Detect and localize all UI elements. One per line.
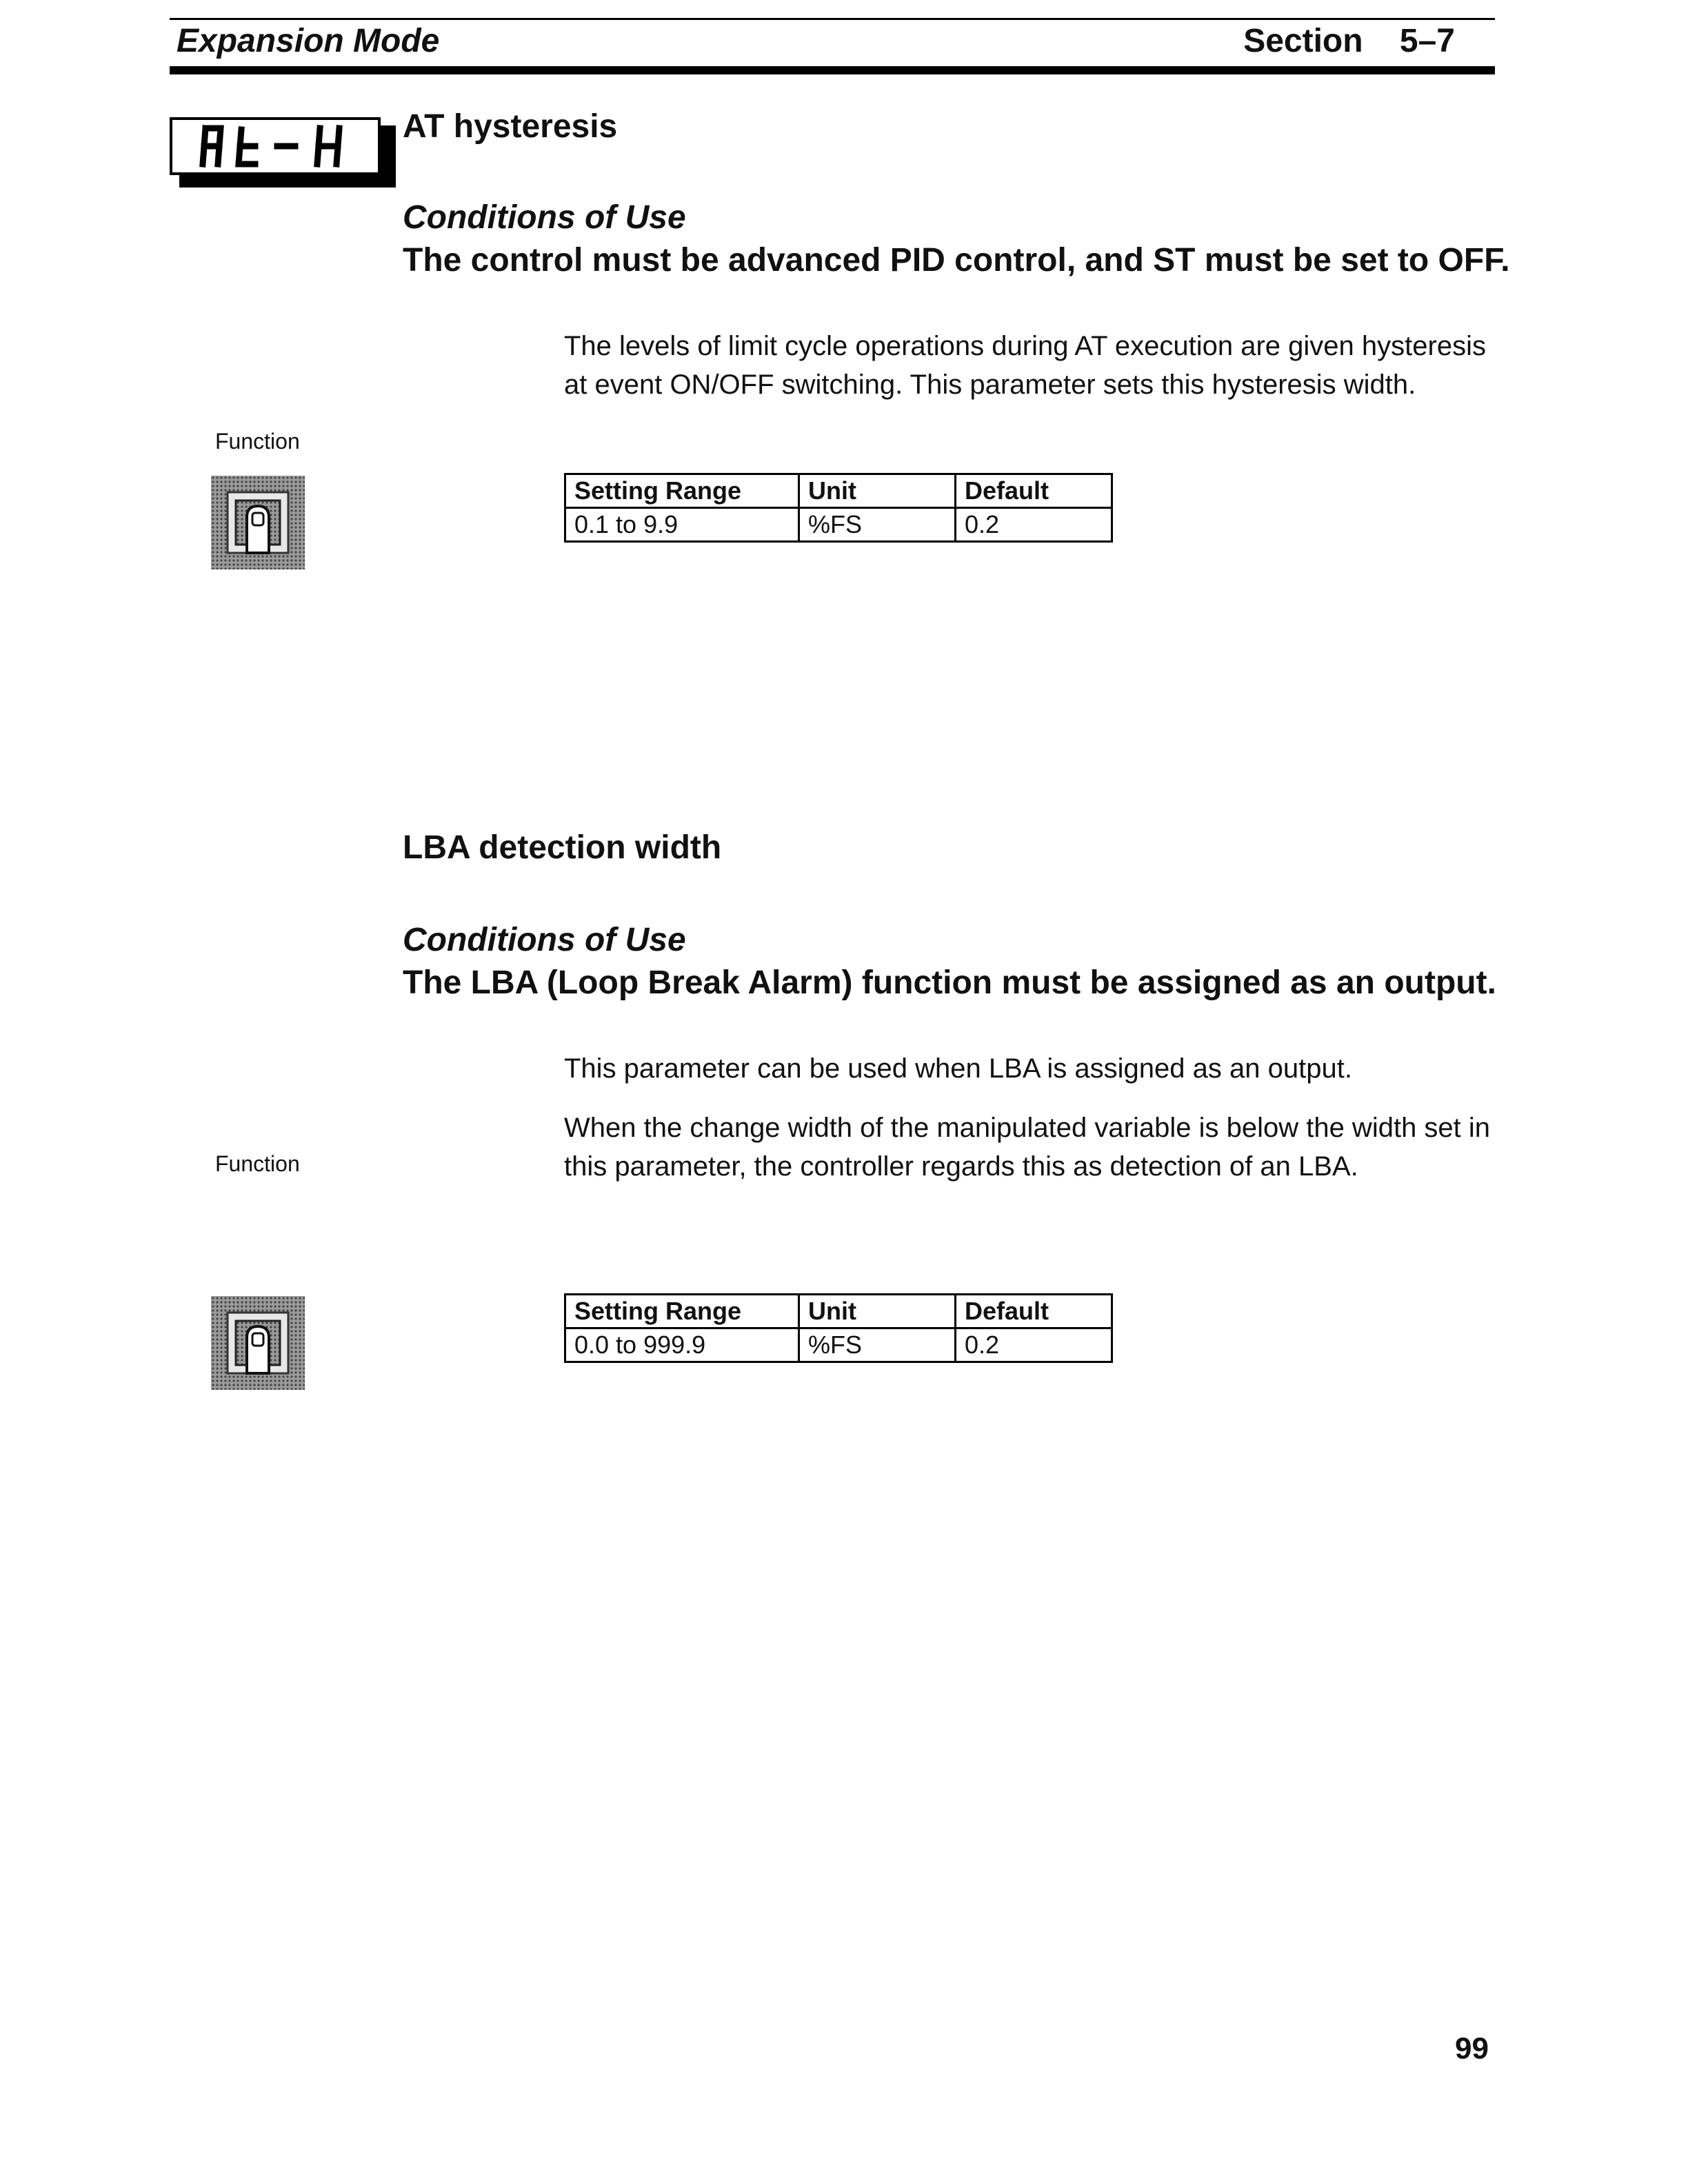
- table-header-setting-range: Setting Range: [565, 474, 799, 508]
- section2-setting-table: [564, 1293, 1113, 1363]
- table-cell-setting-range: 0.0 to 999.9: [565, 1328, 799, 1362]
- table-header-unit: Unit: [799, 474, 956, 508]
- table-cell-default: 0.2: [956, 1328, 1112, 1362]
- section2-conditions-text: The LBA (Loop Break Alarm) function must be assigned as an output.: [403, 964, 1496, 1001]
- table-cell-setting-range: 0.1 to 9.9: [565, 508, 799, 542]
- table-header-row: [565, 474, 1112, 508]
- table-header-setting-range: Setting Range: [565, 1295, 799, 1328]
- section1-heading: AT hysteresis: [403, 108, 618, 145]
- section2-conditions-label: Conditions of Use: [403, 922, 686, 958]
- header-title: Expansion Mode: [177, 23, 440, 59]
- table-header-unit: Unit: [799, 1295, 956, 1328]
- seven-segment-at-h: [172, 120, 378, 172]
- section1-conditions-text: The control must be advanced PID control, and ST must be set to OFF.: [403, 242, 1510, 279]
- header-bottom-rule: [170, 66, 1495, 74]
- table-cell-unit: %FS: [799, 1328, 956, 1362]
- section2-heading: LBA detection width: [403, 829, 722, 866]
- section1-setting-table: [564, 473, 1113, 543]
- table-header-row: [565, 1295, 1112, 1328]
- finger-press-icon: [211, 476, 305, 569]
- section2-description-2: When the change width of the manipulated variable is below the width set in this parameter, the controller regards this as detection of an LBA.: [564, 1113, 1491, 1182]
- header-section: Section 5–7: [1243, 23, 1455, 59]
- parameter-display: [170, 117, 381, 175]
- table-header-default: Default: [956, 1295, 1112, 1328]
- finger-press-icon: [211, 1296, 305, 1390]
- table-header-default: Default: [956, 474, 1112, 508]
- header-top-rule: [170, 18, 1495, 20]
- section2-function-label: Function: [215, 1151, 300, 1176]
- table-cell-default: 0.2: [956, 508, 1112, 542]
- table-cell-unit: %FS: [799, 508, 956, 542]
- page-number: 99: [1455, 2032, 1489, 2065]
- section1-function-label: Function: [215, 429, 300, 454]
- table-row: [565, 1328, 1112, 1362]
- section2-description-1: This parameter can be used when LBA is assigned as an output.: [564, 1053, 1352, 1084]
- section1-conditions-label: Conditions of Use: [403, 199, 686, 236]
- section1-description: The levels of limit cycle operations during AT execution are given hysteresis at event ON/OFF switching. This parameter sets this hysteresis width.: [564, 331, 1486, 400]
- table-row: [565, 508, 1112, 542]
